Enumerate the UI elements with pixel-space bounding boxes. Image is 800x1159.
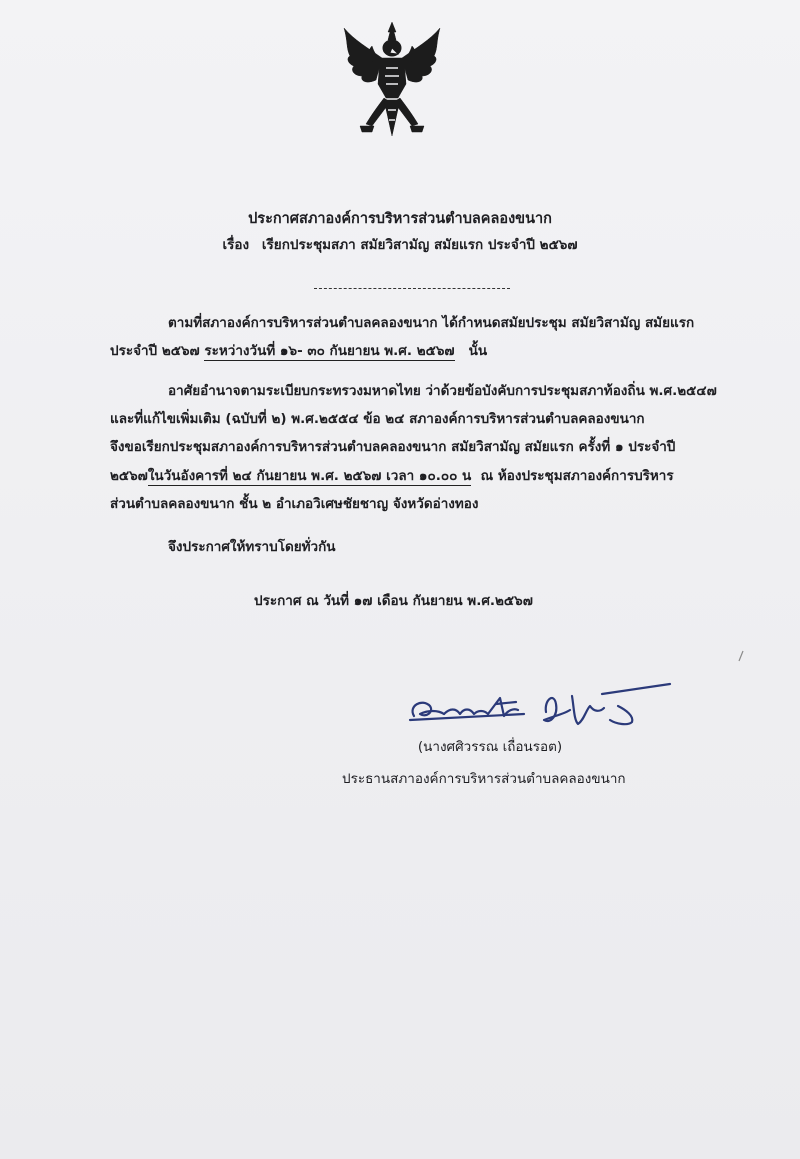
paragraph-2-line-2: และที่แก้ไขเพิ่มเติม (ฉบับที่ ๒) พ.ศ.๒๕๕๔ ข้อ ๒๔ สภาองค์การบริหารส่วนตำบลคลองขนาก [110,411,645,427]
p2-venue: ณ ห้องประชุมสภาองค์การบริหาร [480,468,674,484]
paragraph-3: จึงประกาศให้ทราบโดยทั่วกัน [168,539,336,555]
ink-speck [738,650,744,662]
paragraph-2-line-1: อาศัยอำนาจตามระเบียบกระทรวงมหาดไทย ว่าด้วยข้อบังคับการประชุมสภาท้องถิ่น พ.ศ.๒๕๔๗ [168,383,717,399]
title-divider [314,288,510,289]
p1-year: ประจำปี ๒๕๖๗ [110,343,200,359]
signatory-position: ประธานสภาองค์การบริหารส่วนตำบลคลองขนาก [342,771,626,787]
signatory-name: (นางศศิวรรณ เถื่อนรอต) [417,739,563,755]
paragraph-1-line-1: ตามที่สภาองค์การบริหารส่วนตำบลคลองขนาก ได้กำหนดสมัยประชุม สมัยวิสามัญ สมัยแรก [168,315,695,331]
garuda-emblem-icon [338,18,446,142]
paragraph-1-line-2 [110,342,487,360]
paragraph-2-line-3: จึงขอเรียกประชุมสภาองค์การบริหารส่วนตำบลคลองขนาก สมัยวิสามัญ สมัยแรก ครั้งที่ ๑ ประจำปี [110,439,676,455]
paragraph-2-line-5: ส่วนตำบลคลองขนาก ชั้น ๒ อำเภอวิเศษชัยชาญ จังหวัดอ่างทอง [110,496,479,512]
subject-label: เรื่อง [222,237,250,253]
p1-meeting-period: ระหว่างวันที่ ๑๖- ๓๐ กันยายน พ.ศ. ๒๕๖๗ [204,343,455,359]
document-title: ประกาศสภาองค์การบริหารส่วนตำบลคลองขนาก [248,211,552,227]
p2-meeting-datetime: ในวันอังคารที่ ๒๔ กันยายน พ.ศ. ๒๕๖๗ เวลา ๑๐.๐๐ น [147,468,472,484]
handwritten-signature [404,676,674,732]
p1-end: นั้น [468,343,488,359]
document-subject [0,236,800,254]
paragraph-2-line-4 [110,467,674,485]
subject-text: เรียกประชุมสภา สมัยวิสามัญ สมัยแรก ประจำปี ๒๕๖๗ [261,237,578,253]
p2-year: ๒๕๖๗ [110,468,148,484]
announcement-dateline: ประกาศ ณ วันที่ ๑๗ เดือน กันยายน พ.ศ.๒๕๖๗ [254,593,533,609]
